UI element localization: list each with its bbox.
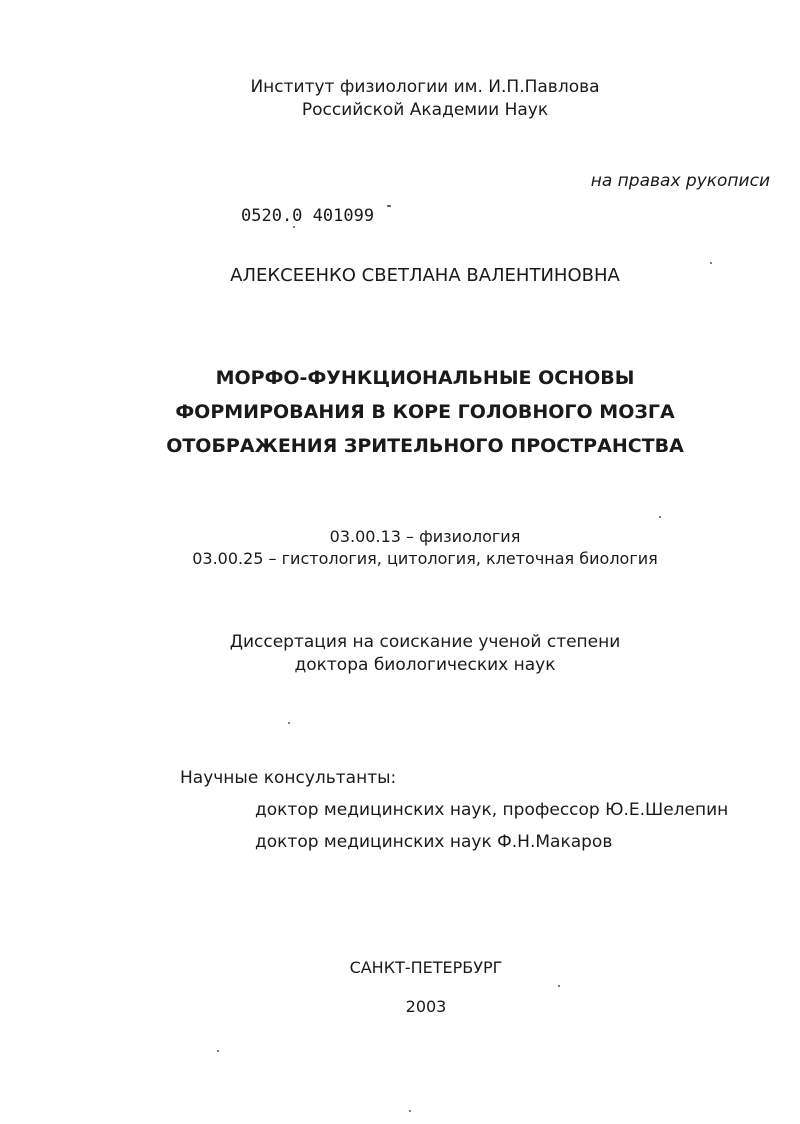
- title-line: ОТОБРАЖЕНИЯ ЗРИТЕЛЬНОГО ПРОСТРАНСТВА: [166, 435, 684, 457]
- title-line: МОРФО-ФУНКЦИОНАЛЬНЫЕ ОСНОВЫ: [215, 367, 635, 389]
- catalog-number: 0520.0 401099: [241, 206, 375, 226]
- scan-speck: [288, 722, 290, 724]
- author-name: АЛЕКСЕЕНКО СВЕТЛАНА ВАЛЕНТИНОВНА: [230, 265, 620, 286]
- consultant-item: доктор медицинских наук Ф.Н.Макаров: [255, 832, 613, 852]
- degree-line: Диссертация на соискание ученой степени: [229, 632, 621, 652]
- rights-note: на правах рукописи: [590, 171, 770, 191]
- scan-speck: [558, 985, 560, 987]
- institution-block: [25, 76, 800, 122]
- scan-speck: [659, 516, 661, 518]
- specialty-item: 03.00.25 – гистология, цитология, клеточная биология: [192, 549, 658, 568]
- dissertation-title: [25, 361, 800, 463]
- degree-statement: [25, 631, 800, 677]
- title-line: ФОРМИРОВАНИЯ В КОРЕ ГОЛОВНОГО МОЗГА: [175, 401, 675, 423]
- consultant-item: доктор медицинских наук, профессор Ю.Е.Шелепин: [255, 800, 729, 820]
- consultants-label: Научные консультанты:: [180, 768, 397, 788]
- institution-name: Институт физиологии им. И.П.Павлова: [250, 77, 600, 97]
- academy-name: Российской Академии Наук: [301, 100, 549, 120]
- scan-speck: [409, 1110, 411, 1112]
- scan-speck: [387, 205, 391, 207]
- specialty-item: 03.00.13 – физиология: [329, 527, 521, 546]
- year: 2003: [405, 997, 447, 1016]
- specialty-codes: [25, 526, 800, 570]
- scan-speck: [293, 226, 295, 228]
- degree-line: доктора биологических наук: [294, 655, 556, 675]
- scan-speck: [217, 1050, 219, 1052]
- city: САНКТ-ПЕТЕРБУРГ: [349, 958, 503, 977]
- scan-speck: [710, 262, 712, 264]
